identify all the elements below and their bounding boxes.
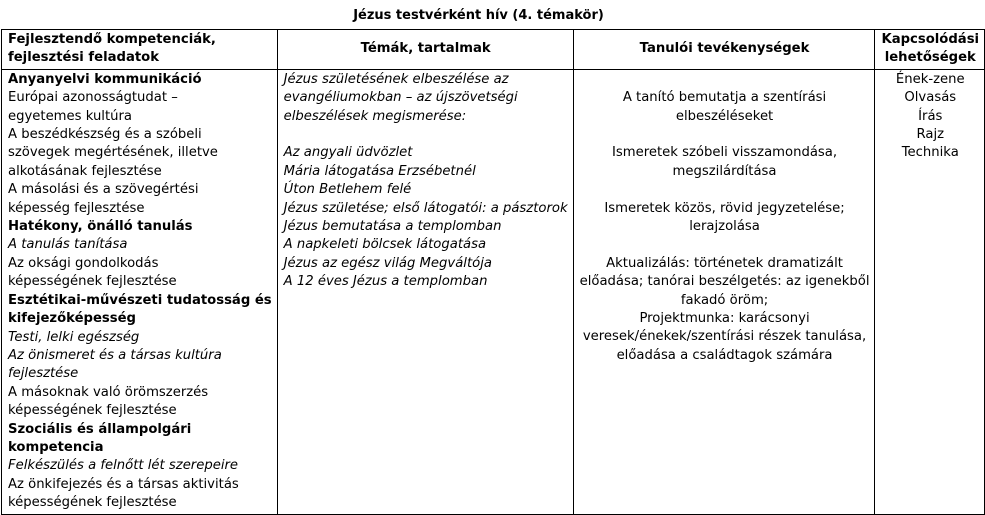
topic-line: evangéliumokban – az újszövetségi — [283, 90, 518, 106]
connection-item: Technika — [901, 145, 959, 161]
competency-line: képességének fejlesztése — [8, 495, 177, 511]
competency-line: Anyanyelvi kommunikáció — [8, 71, 202, 87]
competency-line: Európai azonosságtudat – — [8, 90, 178, 106]
topic-line: Mária látogatása Erzsébetnél — [283, 163, 476, 179]
topic-line: A napkeleti bölcsek látogatása — [283, 237, 487, 253]
activity-line: lerajzolása — [689, 219, 760, 235]
blank-line — [284, 126, 568, 144]
competency-line: Esztétikai-művészeti tudatosság és — [8, 292, 272, 308]
topic-line: Jézus születése; első látogatói: a pásztorok — [283, 200, 568, 216]
competency-line: képességének fejlesztése — [8, 274, 177, 290]
header-competencies-line: Fejlesztendő kompetenciák, — [8, 32, 216, 47]
header-competencies-line: fejlesztési feladatok — [8, 50, 159, 66]
competency-line: kompetencia — [8, 439, 104, 455]
competency-line: Hatékony, önálló tanulás — [8, 219, 193, 235]
activity-line: megszilárdítása — [672, 163, 777, 179]
competency-line: Felkészülés a felnőtt lét szerepeire — [8, 458, 239, 474]
topic-line: Az angyali üdvözlet — [283, 145, 413, 161]
activity-line: Projektmunka: karácsonyi — [639, 311, 810, 327]
page-title: Jézus testvérként hív (4. témakör) — [353, 8, 604, 23]
activity-line: Ismeretek közös, rövid jegyzetelése; — [604, 200, 845, 216]
connections-cell — [875, 69, 985, 514]
competency-line: Az önismeret és a társas kultúra — [8, 347, 222, 363]
header-activities: Tanulói tevékenységek — [573, 30, 875, 70]
topic-line: Úton Betlehem felé — [283, 182, 412, 198]
competency-line: kifejezőképesség — [8, 311, 136, 327]
header-topics: Témák, tartalmak — [277, 30, 573, 70]
topic-line: elbeszélések megismerése: — [283, 108, 467, 124]
activity-line: veresek/énekek/szentírási részek tanulása, — [582, 329, 867, 345]
topics-list — [284, 71, 568, 292]
competency-line: szövegek megértésének, illetve — [8, 145, 218, 161]
competency-line: Testi, lelki egészség — [8, 329, 140, 345]
table-header-row — [2, 30, 985, 70]
competency-line: A tanulás tanítása — [8, 237, 128, 253]
topics-cell — [277, 69, 573, 514]
competencies-list — [8, 71, 272, 513]
header-connections-line: Kapcsolódási — [881, 32, 980, 47]
activity-line: elbeszéléseket — [675, 108, 774, 124]
competencies-cell — [2, 69, 278, 514]
activity-line: fakadó öröm; — [680, 292, 769, 308]
topic-line: A 12 éves Jézus a templomban — [283, 274, 488, 290]
competency-line: egyetemes kultúra — [8, 108, 132, 124]
connection-item: Olvasás — [904, 90, 957, 106]
header-competencies — [2, 30, 278, 70]
competency-line: képességének fejlesztése — [8, 403, 177, 419]
activity-line: A tanító bemutatja a szentírási — [622, 90, 827, 106]
competency-line: A beszédkészség és a szóbeli — [8, 127, 202, 143]
topic-line: Jézus az egész világ Megváltója — [283, 255, 492, 271]
competency-line: A másolási és a szövegértési — [8, 182, 199, 198]
connection-item: Ének-zene — [895, 71, 965, 87]
curriculum-table — [1, 29, 985, 515]
header-connections-line: lehetőségek — [884, 50, 976, 66]
connection-item: Írás — [918, 108, 943, 124]
blank-line — [580, 71, 870, 89]
connection-item: Rajz — [916, 127, 945, 143]
competency-line: képesség fejlesztése — [8, 200, 145, 216]
blank-line — [580, 126, 870, 144]
activity-line: előadása a családtagok számára — [616, 347, 833, 363]
competency-line: alkotásának fejlesztése — [8, 163, 162, 179]
table-body-row — [2, 69, 985, 514]
connections-list — [881, 71, 979, 163]
activities-list — [580, 71, 870, 365]
competency-line: Az önkifejezés és a társas aktivitás — [8, 476, 239, 492]
header-connections — [875, 30, 985, 70]
activity-line: Aktualizálás: történetek dramatizált — [606, 255, 843, 271]
competency-line: A másoknak való örömszerzés — [8, 384, 209, 400]
blank-line — [580, 236, 870, 254]
topic-line: Jézus bemutatása a templomban — [283, 219, 502, 235]
competency-line: fejlesztése — [8, 366, 79, 382]
activities-cell — [573, 69, 875, 514]
competency-line: Szociális és állampolgári — [8, 421, 192, 437]
blank-line — [580, 181, 870, 199]
competency-line: Az oksági gondolkodás — [8, 255, 159, 271]
activity-line: Ismeretek szóbeli visszamondása, — [612, 145, 838, 161]
topic-line: Jézus születésének elbeszélése az — [283, 71, 509, 87]
activity-line: előadása; tanórai beszélgetés: az igenekből — [579, 274, 870, 290]
